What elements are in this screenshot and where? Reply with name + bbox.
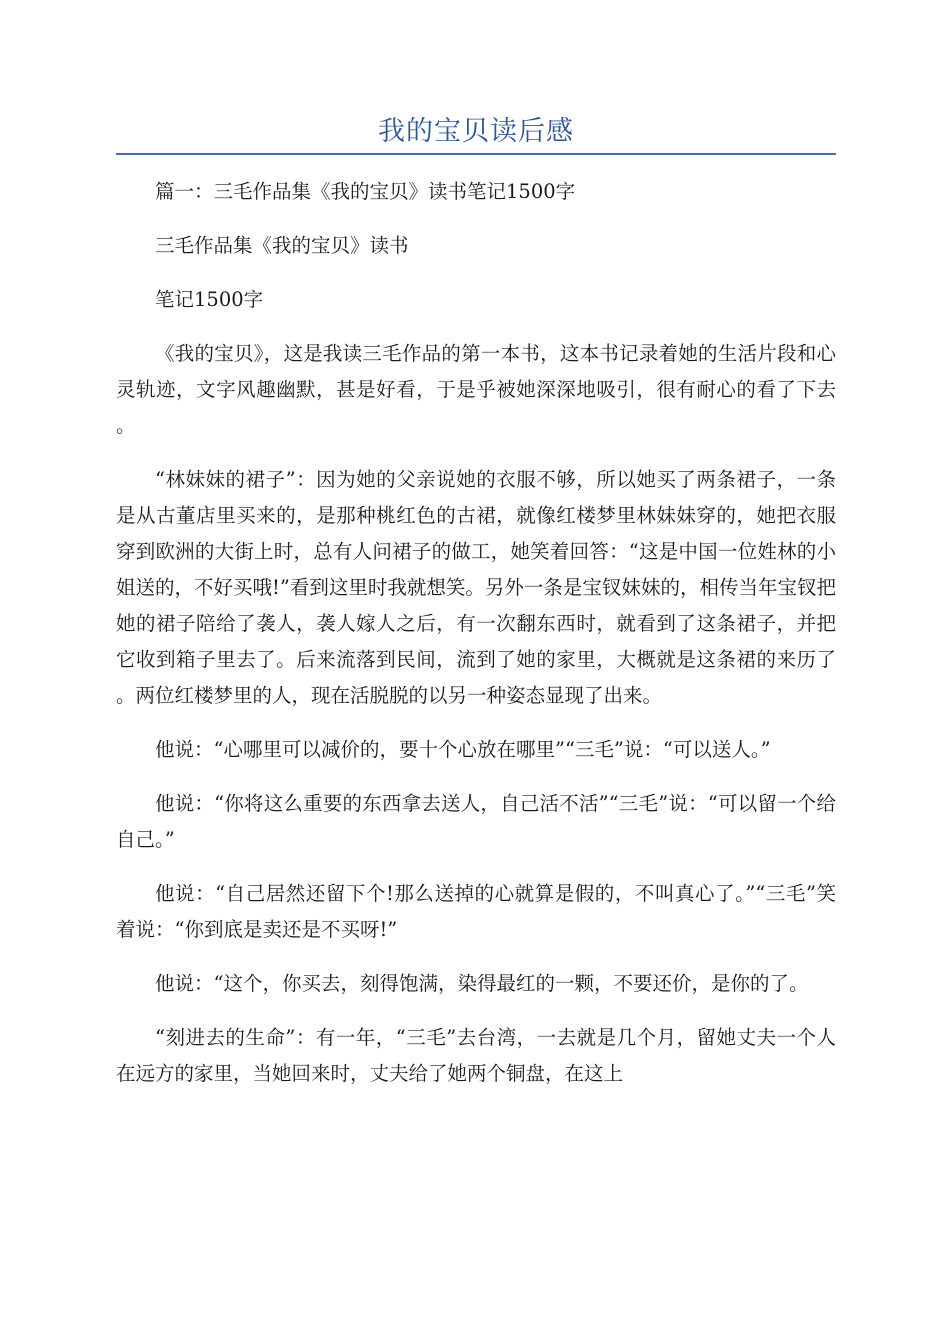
paragraph-3: 笔记1500字 [155,288,264,311]
paragraph-4: 《我的宝贝》，这是我读三毛作品的第一本书，这本书记录着她的生活片段和心灵轨迹，文字风趣幽默，甚是好看，于是乎被她深深地吸引，很有耐心的看了下去。 [116,342,836,437]
paragraph-9: 他说：“这个，你买去，刻得饱满，染得最红的一颗，不要还价，是你的了。 [155,972,809,995]
paragraph-2: 三毛作品集《我的宝贝》读书 [155,234,409,257]
paragraph-7: 他说：“你将这么重要的东西拿去送人，自己活不活”“三毛”说：“可以留一个给自己。” [116,792,836,851]
page-title: 我的宝贝读后感 [378,116,574,147]
paragraph-10: “刻进去的生命”：有一年，“三毛”去台湾，一去就是几个月，留她丈夫一个人在远方的家里，当她回来时，丈夫给了她两个铜盘，在这上 [116,1026,836,1085]
title-underline [116,153,836,155]
document-body [116,174,836,1110]
paragraph-6: 他说：“心哪里可以减价的，要十个心放在哪里”“三毛”说：“可以送人。” [155,738,771,761]
paragraph-1: 篇一：三毛作品集《我的宝贝》读书笔记1500字 [155,180,576,203]
paragraph-5: “林妹妹的裙子”：因为她的父亲说她的衣服不够，所以她买了两条裙子，一条是从古董店里买来的，是那种桃红色的古裙，就像红楼梦里林妹妹穿的，她把衣服穿到欧洲的大街上时，总有人问裙子的做工，她笑着回答：“这是中国一位姓林的小姐送的，不好买哦!”看到这里时我就想笑。另外一条是宝钗妹妹的，相传当年宝钗把她的裙子陪给了袭人，袭人嫁人之后，有一次翻东西时，就看到了这条裙子，并把它收到箱子里去了。后来流落到民间，流到了她的家里，大概就是这条裙的来历了。两位红楼梦里的人，现在活脱脱的以另一种姿态显现了出来。 [116,468,836,707]
paragraph-8: 他说：“自己居然还留下个!那么送掉的心就算是假的，不叫真心了。”“三毛”笑着说：“你到底是卖还是不买呀!” [116,882,836,941]
